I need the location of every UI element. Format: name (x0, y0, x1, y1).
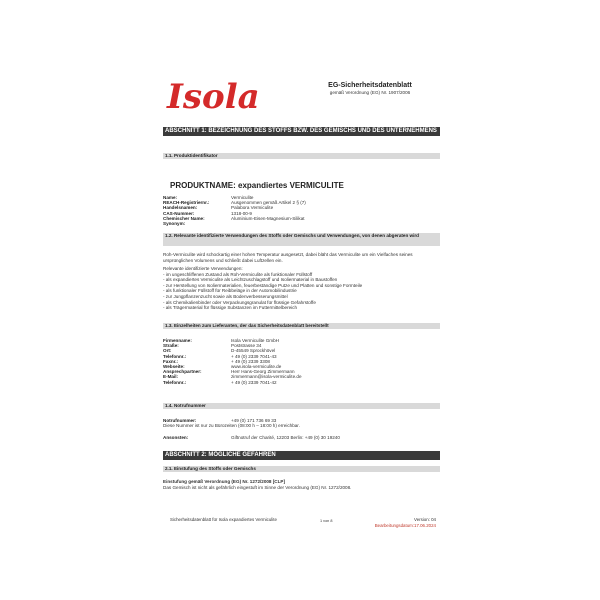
subsection-1-1-bar (163, 153, 440, 159)
contact-label: Ansonsten: (163, 435, 189, 440)
document-title: EG-Sicherheitsdatenblatt (328, 82, 412, 89)
emergency-number: +49 (0) 171 736 69 33 (231, 418, 277, 423)
section-2-title: ABSCHNITT 2: MÖGLICHE GEFAHREN (165, 452, 276, 458)
use-item: - als expandiertes Vermiculite als Leichtzuschlagstoff und Isoliermaterial in Baustoffen (163, 277, 338, 283)
isola-logo (165, 76, 261, 116)
use-item: - als Trägermaterial für flüssige Substanzen im Futtermittelbereich (163, 305, 298, 311)
supplier-row-key: Telefonnr.: (163, 379, 187, 385)
identifier-row (163, 221, 440, 226)
identifier-row-key: Chemischer Name: (163, 215, 205, 221)
identifier-row-value: Aluminium-Eisen-Magnesium-Silikat (231, 215, 305, 221)
subsection-1-4-title: 1.4. Notrufnummer (165, 403, 206, 408)
section-1-title: ABSCHNITT 1: BEZEICHNUNG DES STOFFS BZW. DES GEMISCHS UND DES UNTERNEHMENS (165, 128, 437, 134)
supplier-row-value: zimmermann@isola-vermiculite.de (231, 374, 302, 380)
product-name: PRODUKTNAME: expandiertes VERMICULITE (170, 181, 344, 190)
identifier-row-key: Synonym: (163, 221, 186, 227)
document-subtitle: gemäß Verordnung (EG) Nr. 1907/2006 (329, 90, 411, 95)
supplier-row-key: Webseite: (163, 364, 185, 370)
supplier-row-key: Straße: (163, 343, 179, 349)
supplier-row-key: Ansprechpartner: (163, 369, 202, 375)
identifier-row-key: Handelsnamen: (163, 205, 198, 211)
subsection-1-1-title: 1.1. Produktidentifikator (165, 153, 218, 158)
uses-label: Relevante identifizierte Verwendungen: (163, 266, 243, 271)
emergency-label: Notrufnummer: (163, 418, 197, 423)
footer-version: Version: 04 (414, 517, 436, 522)
supplier-row (163, 380, 440, 385)
supplier-row-key: Ort: (163, 348, 172, 354)
product-identifiers (163, 195, 440, 226)
subsection-1-3-bar (163, 323, 440, 329)
identifier-row-key: Name: (163, 195, 178, 200)
supplier-row-value: Poststrasse 34 (231, 343, 262, 349)
clp-title: Einstufung gemäß Verordnung (EG) Nr. 1272/2008 [CLP] (163, 479, 286, 484)
emergency-note: Diese Nummer ist nur zu Bürozeiten (08:00 h – 18:00 h) erreichbar. (163, 423, 300, 429)
use-item: - zur Herstellung von Isoliermaterialien, feuerbeständige Putze und Platten und sonstige Formteile (163, 282, 363, 288)
use-item: - im ungeschliffenen Zustand als Roh-Vermiculite als funktionaler Füllstoff (163, 271, 313, 277)
identifier-row-value: Palabora Vermiculite (231, 205, 274, 211)
supplier-row-key: Firmenname: (163, 338, 192, 343)
use-item: - zur Jungpflanzenzucht sowie als Bodenverbesserungsmittel (163, 293, 288, 299)
footer-page: 1 von 8 (320, 519, 333, 523)
identifier-row-value: 1318-00-9 (231, 210, 252, 216)
document-header (300, 82, 440, 95)
identifier-row-value: Ausgenommen gemäß Artikel 2 § (7) (231, 200, 306, 206)
supplier-row-value: + 49 (0) 2339 7041-42 (231, 379, 277, 385)
contact-block (163, 435, 440, 440)
footer-left: Sicherheitsdatenblatt für Isola expandiertes Vermiculite (170, 517, 277, 522)
identifier-row-key: REACH-Registriernr.: (163, 200, 210, 206)
supplier-row-value: Isola Vermiculite GmbH (231, 338, 279, 343)
logo-text: Isola (167, 77, 260, 116)
subsection-2-1-title: 2.1. Einstufung des Stoffs oder Gemischs (165, 466, 256, 471)
section-1-bar (163, 127, 440, 136)
use-item: - als Chemikalienbinder oder Verpackungsgranulat für flüssige Gefahrstoffe (163, 299, 316, 305)
supplier-row-value: + 49 (0) 2339 3308 (231, 358, 270, 364)
supplier-row-value: + 49 (0) 2339 7041-43 (231, 353, 277, 359)
emergency-block (163, 418, 440, 428)
identifier-row-value (231, 221, 440, 226)
identifier-row-key: CAS-Nummer: (163, 210, 195, 216)
supplier-details (163, 338, 440, 385)
supplier-row-key: E-Mail: (163, 374, 179, 380)
supplier-row-key: Faxnr.: (163, 358, 179, 364)
identifier-row-value: Vermiculite (231, 195, 254, 200)
subsection-1-2-bar (163, 233, 440, 246)
contact-value: Giftnotruf der Charité, 12203 Berlin: +49 (0) 30 19240 (231, 435, 340, 440)
supplier-row-key: Telefonnr.: (163, 353, 187, 359)
subsection-1-3-title: 1.3. Einzelheiten zum Lieferanten, der das Sicherheitsdatenblatt bereitstellt (165, 323, 329, 328)
subsection-1-2-title: 1.2. Relevante identifizierte Verwendungen des Stoffs oder Gemischs und Verwendungen, von denen abgeraten wird (165, 233, 419, 238)
clp-text: Das Gemisch ist nicht als gefährlich eingestuft im Sinne der Verordnung (EG) Nr. 1272/2008. (163, 485, 352, 490)
subsection-1-4-bar (163, 403, 440, 409)
uses-list (163, 266, 440, 311)
subsection-2-1-bar (163, 466, 440, 472)
section-2-bar (163, 451, 440, 460)
supplier-row-value: Herr Hans-Georg Zimmermann (231, 369, 295, 375)
footer-date: Bearbeitungsdatum:17.06.2024 (374, 523, 436, 528)
use-item: - als funktionaler Füllstoff für Reibbeläge in der Automobilindustrie (163, 288, 297, 294)
product-description: Roh-Vermiculite wird schockartig einer hohen Temperatur ausgesetzt, dabei bläht das Vermiculite um ein Vielfaches seines ursprünglichen Volumens und schließt dabei Luftzellen ein. (163, 252, 413, 263)
supplier-row-value: www.isola-vermiculite.de (231, 364, 282, 370)
supplier-row-value: D-45549 Sprockhövel (231, 348, 276, 354)
